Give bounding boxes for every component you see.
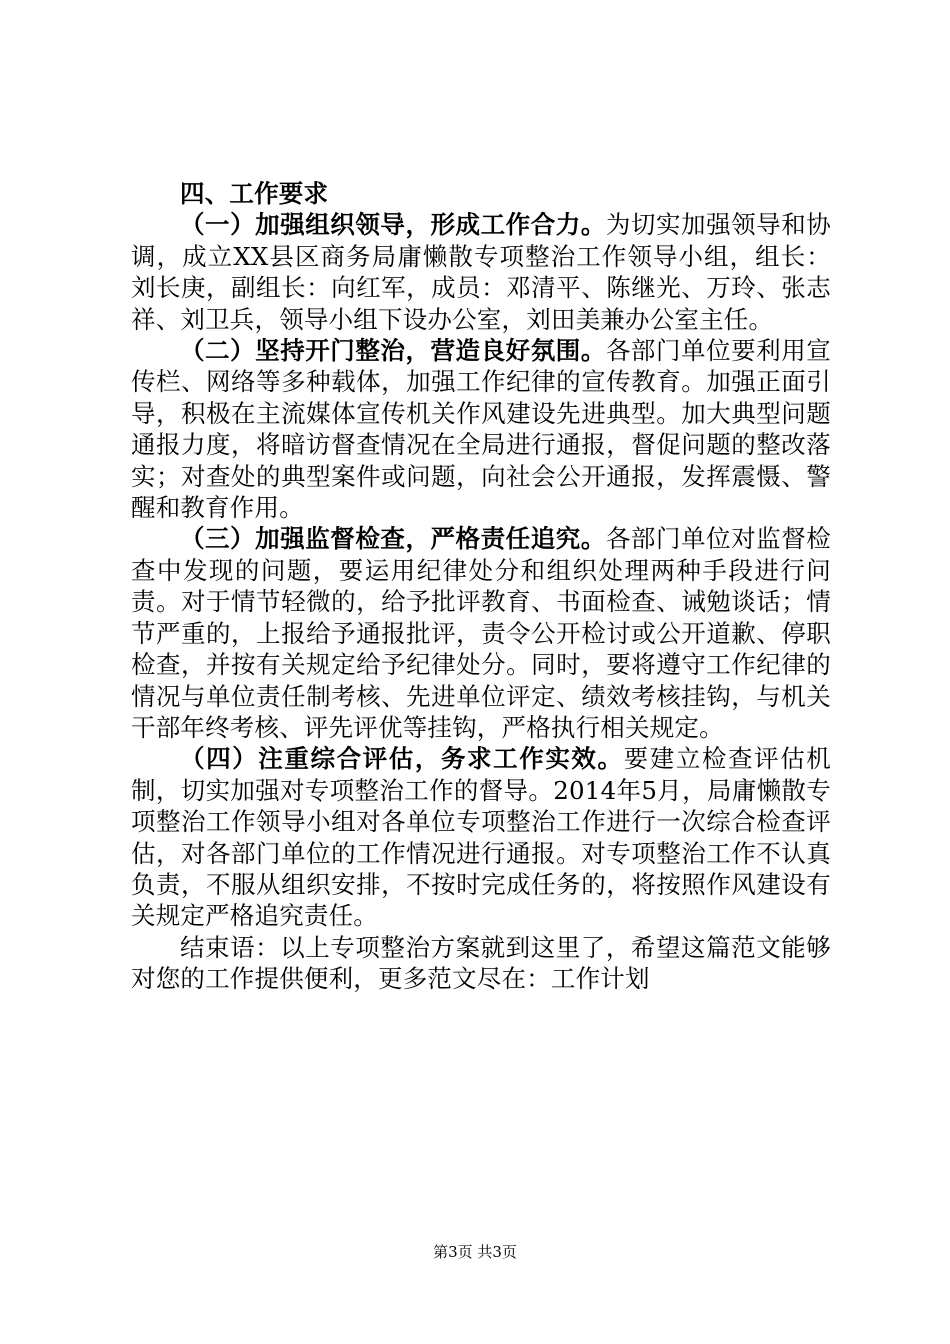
section-heading: 四、工作要求	[180, 179, 329, 208]
paragraph-4	[131, 743, 831, 931]
paragraph-1-body: 为切实加强领导和协调，成立XX县区商务局庸懒散专项整治工作领导小组，组长：刘长庚，副组长：向红军，成员：邓清平、陈继光、万玲、张志祥、刘卫兵，领导小组下设办公室，刘田美兼办公室主任。	[131, 210, 831, 334]
paragraph-4-body: 要建立检查评估机制，切实加强对专项整治工作的督导。2014年5月，局庸懒散专项整治工作领导小组对各单位专项整治工作进行一次综合检查评估，对各部门单位的工作情况进行通报。对专项整治工作不认真负责，不服从组织安排，不按时完成任务的，将按照作风建设有关规定严格追究责任。	[131, 744, 831, 931]
closing-paragraph: 结束语：以上专项整治方案就到这里了，希望这篇范文能够对您的工作提供便利，更多范文尽在：工作计划	[131, 932, 831, 994]
paragraph-4-lead: （四）注重综合评估，务求工作实效。	[180, 744, 624, 774]
paragraph-1-lead: （一）加强组织领导，形成工作合力。	[180, 210, 606, 240]
paragraph-3	[131, 523, 831, 743]
paragraph-1	[131, 209, 831, 335]
paragraph-2	[131, 335, 831, 523]
paragraph-2-body: 各部门单位要利用宣传栏、网络等多种载体，加强工作纪律的宣传教育。加强正面引导，积极在主流媒体宣传机关作风建设先进典型。加大典型问题通报力度，将暗访督查情况在全局进行通报，督促问题的整改落实；对查处的典型案件或问题，向社会公开通报，发挥震慑、警醒和教育作用。	[131, 336, 831, 523]
paragraph-3-lead: （三）加强监督检查，严格责任追究。	[180, 524, 606, 554]
document-body	[131, 178, 831, 995]
page-footer: 第3页 共3页	[433, 1243, 517, 1261]
paragraph-2-lead: （二）坚持开门整治，营造良好氛围。	[180, 336, 606, 366]
paragraph-3-body: 各部门单位对监督检查中发现的问题，要运用纪律处分和组织处理两种手段进行问责。对于情节轻微的，给予批评教育、书面检查、诫勉谈话；情节严重的，上报给予通报批评，责令公开检讨或公开道歉、停职检查，并按有关规定给予纪律处分。同时，要将遵守工作纪律的情况与单位责任制考核、先进单位评定、绩效考核挂钩，与机关干部年终考核、评先评优等挂钩，严格执行相关规定。	[131, 524, 831, 742]
